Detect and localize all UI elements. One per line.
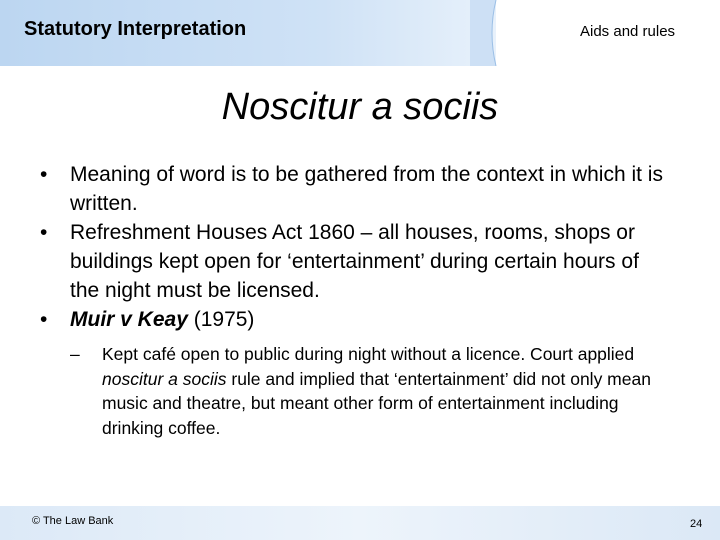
sub-bullet-text-1: Kept café open to public during night without a licence. Court applied [102,344,635,364]
copyright-text: © The Law Bank [32,515,114,527]
header-title: Statutory Interpretation [24,18,247,40]
bullet-icon: • [40,163,48,186]
sub-bullet-italic-term: noscitur a sociis [102,368,227,389]
bullet-item [30,160,670,218]
bullet-text: Refreshment Houses Act 1860 – all houses, rooms, shops or buildings kept open for ‘entertainment’ during certain hours of the night must be licensed. [70,221,639,302]
slide-content [30,160,670,440]
bullet-icon: • [40,308,48,331]
sub-bullet-item [30,342,670,440]
slide-title: Noscitur a sociis [221,86,499,128]
page-number: 24 [690,518,703,530]
bullet-item [30,218,670,305]
bullet-text: Meaning of word is to be gathered from the context in which it is written. [70,163,663,215]
bullet-icon: • [40,221,48,244]
header-curve-decoration [470,0,530,66]
bullet-item [30,305,670,334]
dash-icon: – [70,344,80,364]
header-section-label: Aids and rules [580,23,676,40]
sub-bullet-text-2: rule and implied that ‘entertainment’ did not only mean music and theatre, but meant other form of entertainment including drinking coffee. [102,368,651,438]
case-year: (1975) [187,308,255,331]
case-name: Muir v Keay [70,308,188,331]
